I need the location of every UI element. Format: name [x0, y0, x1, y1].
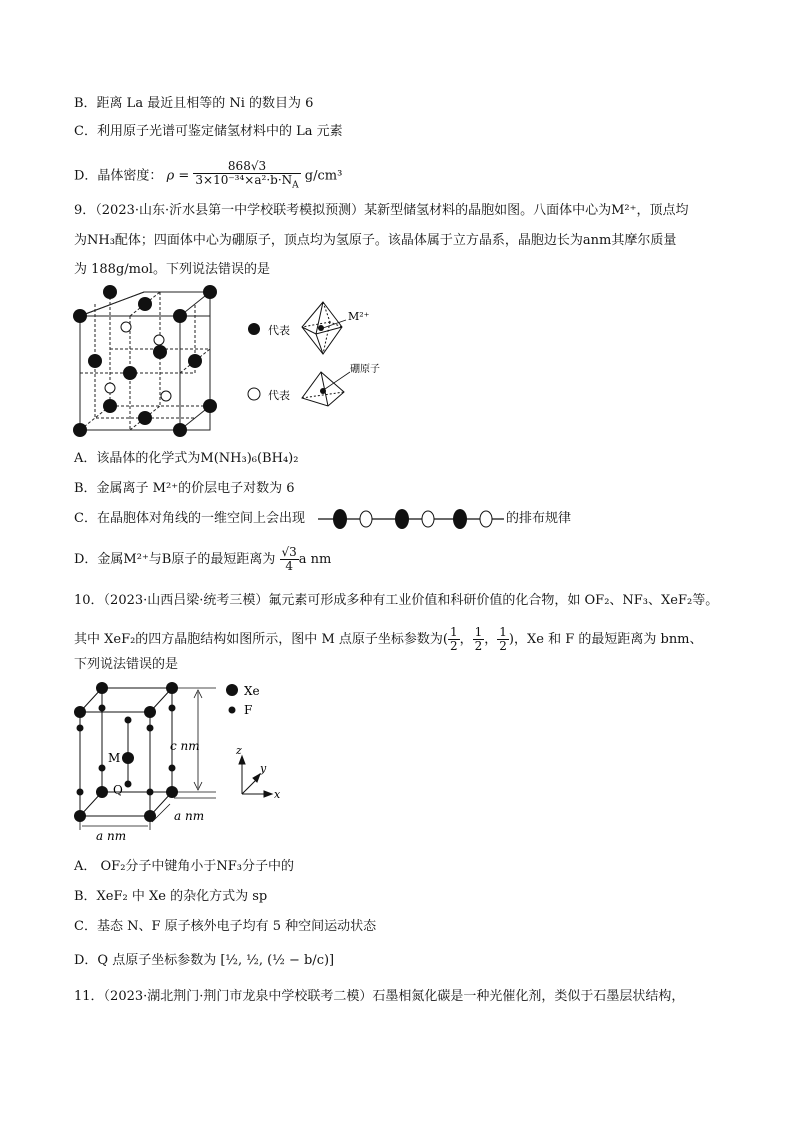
q10-m-coord-z	[497, 626, 509, 653]
q9-option-b: B．金属离子 M²⁺的价层电子对数为 6	[74, 481, 295, 496]
q10-m-coord-y	[473, 626, 485, 653]
q9-crystal-figure	[66, 284, 406, 444]
q10-legend-f-dot	[229, 707, 236, 714]
q10-cell-edges	[80, 688, 172, 816]
q10-legend-xe-dot	[226, 684, 238, 696]
q10-f-atoms	[77, 705, 176, 796]
q9-legend-open-label: 代表	[268, 389, 290, 402]
q10-label-q: Q	[113, 783, 123, 797]
q10-option-d	[74, 952, 334, 970]
q8-option-c: C．利用原子光谱可鉴定储氢材料中的 La 元素	[74, 124, 343, 139]
q9-label-boron: 硼原子	[350, 364, 380, 375]
q10-option-c: C．基态 N、F 原子核外电子均有 5 种空间运动状态	[74, 919, 377, 934]
q8-option-d-prefix: D．晶体密度：	[74, 168, 163, 184]
q9-boron-atoms	[105, 322, 171, 401]
q9-option-c	[74, 510, 305, 528]
q9-option-a	[74, 450, 298, 468]
q10-stem-line1: 10．（2023·山西吕梁·统考三模）氟元素可形成多种有工业价值和科研价值的化合物，如 OF₂、NF₃、XeF₂等。	[74, 593, 719, 608]
q10-m-coord-y-den: 2	[474, 639, 483, 653]
q10-label-a-nm-side: a nm	[174, 809, 205, 823]
q10-stem-line2-text: 其中 XeF₂的四方晶胞结构如图所示，图中 M 点原子坐标参数为(	[74, 632, 448, 647]
q10-axis-z: z	[236, 744, 242, 757]
q9-stem-line3: 为 188g/mol。下列说法错误的是	[74, 262, 270, 277]
q9-option-c-suffix: 的排布规律	[506, 511, 572, 526]
q10-stem-line2-suffix: )，Xe 和 F 的最短距离为 bnm、	[508, 632, 703, 647]
q10-axis-x: x	[274, 788, 281, 801]
q10-m-coord-x-den: 2	[449, 639, 458, 653]
q10-option-d-text: D．Q 点原子坐标参数为	[74, 953, 217, 968]
q10-axis-y: y	[260, 762, 267, 775]
q9-stem-line1: 9．（2023·山东·沂水县第一中学校联考模拟预测）某新型储氢材料的晶胞如图。八面体中心为M²⁺，顶点均	[74, 203, 689, 218]
q10-option-b: B．XeF₂ 中 Xe 的杂化方式为 sp	[74, 889, 268, 904]
q9-distance-denominator: 4	[285, 559, 293, 573]
q8-option-b: B．距离 La 最近且相等的 Ni 的数目为 6	[74, 96, 314, 111]
q8-option-d-unit: g/cm³	[304, 168, 343, 184]
q9-legend-filled-dot	[248, 323, 260, 335]
q9-distance-numerator: √3	[281, 545, 297, 559]
q10-m-coord-x-num: 1	[449, 625, 458, 639]
q10-legend-xe-label: Xe	[244, 684, 260, 698]
q9-option-a-formula: M(NH₃)₆(BH₄)₂	[200, 451, 299, 466]
q9-option-a-text: A．该晶体的化学式为	[74, 451, 201, 466]
q9-m-pointer	[323, 320, 346, 328]
q11-stem-line1: 11．（2023·湖北荆门·荆门市龙泉中学校联考二模）石墨相氮化碳是一种光催化剂，类似于石墨层状结构，	[74, 989, 685, 1004]
q10-stem-line2: 其中 XeF₂的四方晶胞结构如图所示，图中 M 点原子坐标参数为( $\frac{1}{2}$ ， $\frac{1}{2}$ ， $\frac{1}{2}$ )，Xe 和 F 的最短距离为 bnm、	[74, 625, 703, 653]
q9-diagonal-pattern	[318, 507, 508, 531]
q10-xe-atoms	[74, 682, 178, 822]
q10-m-coord-z-num: 1	[499, 625, 507, 639]
q9-stem-line2: 为NH₃配体；四面体中心为硼原子，顶点均为氢原子。该晶体属于立方晶系，晶胞边长为anm其摩尔质量	[74, 233, 677, 248]
q10-stem-line3: 下列说法错误的是	[74, 657, 179, 672]
q10-option-d-coord: [½, ½, (½ − b/c)]	[220, 953, 335, 968]
q9-legend-open-dot	[248, 388, 260, 400]
q8-density-denominator-sub: A	[292, 180, 299, 191]
q9-distance-fraction	[280, 546, 299, 573]
q10-m-coord-x	[448, 626, 460, 653]
q10-option-a: A． OF₂分子中键角小于NF₃分子中的	[74, 859, 295, 874]
q10-crystal-figure	[66, 678, 366, 848]
q9-label-m2plus: M²⁺	[348, 310, 370, 323]
q8-option-d-rho: ρ =	[166, 168, 190, 184]
q10-axes	[239, 756, 272, 797]
q8-density-denominator	[193, 174, 300, 192]
q10-legend-f-label: F	[244, 703, 253, 717]
q10-m-coord-z-den: 2	[499, 639, 507, 653]
q9-option-d-unit: a nm	[298, 552, 332, 567]
q8-density-fraction	[193, 160, 300, 192]
q9-option-d	[74, 546, 331, 573]
q8-density-denominator-main: 3×10⁻³⁴×a²·b·N	[195, 173, 293, 187]
q8-option-d	[74, 160, 342, 192]
q9-legend-filled-label: 代表	[268, 324, 290, 337]
q8-density-numerator: 868√3	[193, 160, 300, 174]
q9-option-c-text: C．在晶胞体对角线的一维空间上会出现	[74, 511, 305, 526]
q10-label-a-nm-bottom: a nm	[96, 829, 127, 843]
q10-label-c-nm: c nm	[170, 739, 200, 753]
q10-m-coord-y-num: 1	[474, 625, 483, 639]
q9-option-d-text: D．金属M²⁺与B原子的最短距离为	[74, 552, 276, 567]
q10-label-m: M	[108, 751, 121, 765]
